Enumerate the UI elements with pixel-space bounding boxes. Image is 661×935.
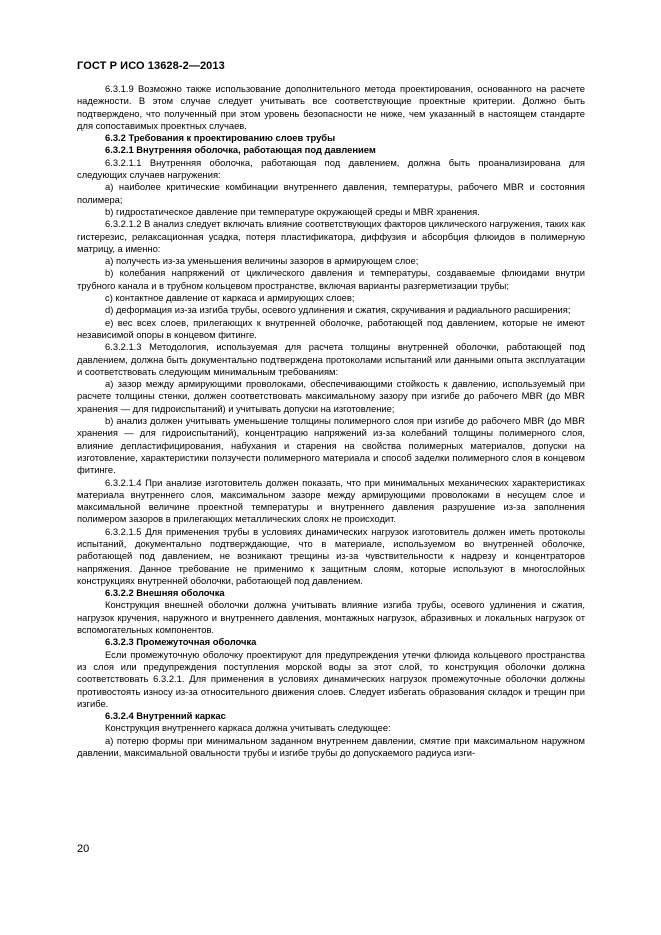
paragraph: a) потерю формы при минимальном заданном внутреннем давлении, смятие при максимальном наружном давлении, максимальной овальности трубы и изгибе трубы до допускаемого радиуса изги- — [77, 734, 585, 759]
paragraph: 6.3.2.1.2 В анализ следует включать влияние соответствующих факторов циклического нагружения, таких как гистерезис, релаксационная усадка, потеря пластификатора, диффузия и абсорбция флюидов в полимерную матрицу, а именно: — [77, 218, 585, 254]
paragraph: 6.3.2.1.5 Для применения трубы в условиях динамических нагрузок изготовитель должен иметь протоколы испытаний, документально подтверждающие, что в материале, используемом во внутренней оболочке, работающей под давлением, не возникают трещины из-за чувствительности к надрезу и концентраторов напряжения. Данное требование не применимо к защитным слоям, которые используют в многослойных конструкциях внутренней оболочки, работающей под давлением. — [77, 525, 585, 586]
paragraph: b) гидростатическое давление при температуре окружающей среды и MBR хранения. — [105, 205, 480, 217]
section-heading: 6.3.2.3 Промежуточная оболочка — [105, 636, 257, 648]
paragraph: c) контактное давление от каркаса и армирующих слоев; — [105, 292, 355, 304]
section-heading: 6.3.2.4 Внутренний каркас — [105, 710, 226, 722]
paragraph: b) колебания напряжений от циклического давления и температуры, создаваемые флюидами внутри трубного канала и в трубном кольцевом пространстве, включая варианты разгерметизации трубы; — [77, 267, 585, 291]
section-heading: 6.3.2.1 Внутренняя оболочка, работающая под давлением — [105, 144, 376, 156]
body-text — [77, 83, 585, 759]
paragraph: Конструкция внешней оболочки должна учитывать влияние изгиба трубы, осевого удлинения и сжатия, нагрузок кручения, наружного и внутреннего давления, монтажных нагрузок, абразивных и локальных нагрузок от вспомогательных компонентов. — [77, 599, 585, 636]
paragraph: Если промежуточную оболочку проектируют для предупреждения утечки флюида кольцевого пространства из слоя или предупреждения поступления морской воды за этот слой, то конструкция оболочки должна соответствовать 6.3.2.1. Для применения в условиях динамических нагрузок промежуточные оболочки должны противостоять износу из-за относительного движения слоев. Следует избегать образования складок и трещин при изгибе. — [77, 648, 585, 709]
paragraph: 6.3.1.9 Возможно также использование дополнительного метода проектирования, основанного на расчете надежности. В этом случае следует учитывать все соответствующие проектные критерии. Должно быть подтверждено, что полученный при этом уровень безопасности не ниже, чем указанный в настоящем стандарте для сопоставимых проектных случаев. — [77, 83, 585, 131]
paragraph: d) деформация из-за изгиба трубы, осевого удлинения и сжатия, скручивания и радиального расширения; — [105, 304, 571, 316]
document-header: ГОСТ Р ИСО 13628-2—2013 — [77, 60, 225, 72]
paragraph: b) анализ должен учитывать уменьшение толщины полимерного слоя при изгибе до рабочего MBR (до MBR хранения — для гидроиспытаний), концентрацию напряжений из-за колебаний толщины полимерного слоя, влияние депластифицирования, набухания и старения на свойства полимерных материалов, допуски на изготовление, характеристики ползучести полимерного материала и способ заделки полимерного слоя в концевом фитинге. — [77, 415, 585, 476]
paragraph: 6.3.2.1.4 При анализе изготовитель должен показать, что при минимальных механических характеристиках материала внутреннего слоя, максимальном зазоре между армирующими проволоками в несущем слое и максимальной величине проектной температуры и внутреннего давления разрушение из-за заполнения полимером зазоров в прилегающих металлических слоях не происходит. — [77, 476, 585, 525]
paragraph: e) вес всех слоев, прилегающих к внутренней оболочке, работающей под давлением, которые не имеют независимой опоры в концевом фитинге. — [77, 316, 585, 340]
paragraph: Конструкция внутреннего каркаса должна учитывать следующее: — [105, 722, 391, 734]
paragraph: a) наиболее критические комбинации внутреннего давления, температуры, рабочего MBR и состояния полимера; — [77, 181, 585, 205]
paragraph: 6.3.2.1.3 Методология, используемая для расчета толщины внутренней оболочки, работающей под давлением, должна быть документально подтверждена протоколами испытаний или данными опыта эксплуатации и соответствовать следующим минимальным требованиям: — [77, 341, 585, 377]
section-heading: 6.3.2.2 Внешняя оболочка — [105, 587, 225, 599]
paragraph: 6.3.2.1.1 Внутренняя оболочка, работающая под давлением, должна быть проанализирована для следующих случаев нагружения: — [77, 156, 585, 181]
paragraph: a) получесть из-за уменьшения величины зазоров в армирующем слое; — [105, 255, 419, 267]
paragraph: a) зазор между армирующими проволоками, обеспечивающими стойкость к давлению, используемый при расчете толщины стенки, должен соответствовать максимальному зазору при изгибе до рабочего MBR (до MBR хранения — для гидроиспытаний) и учитывать допуски на изготовление; — [77, 378, 585, 414]
page-number: 20 — [77, 843, 90, 855]
section-heading: 6.3.2 Требования к проектированию слоев трубы — [105, 132, 336, 144]
